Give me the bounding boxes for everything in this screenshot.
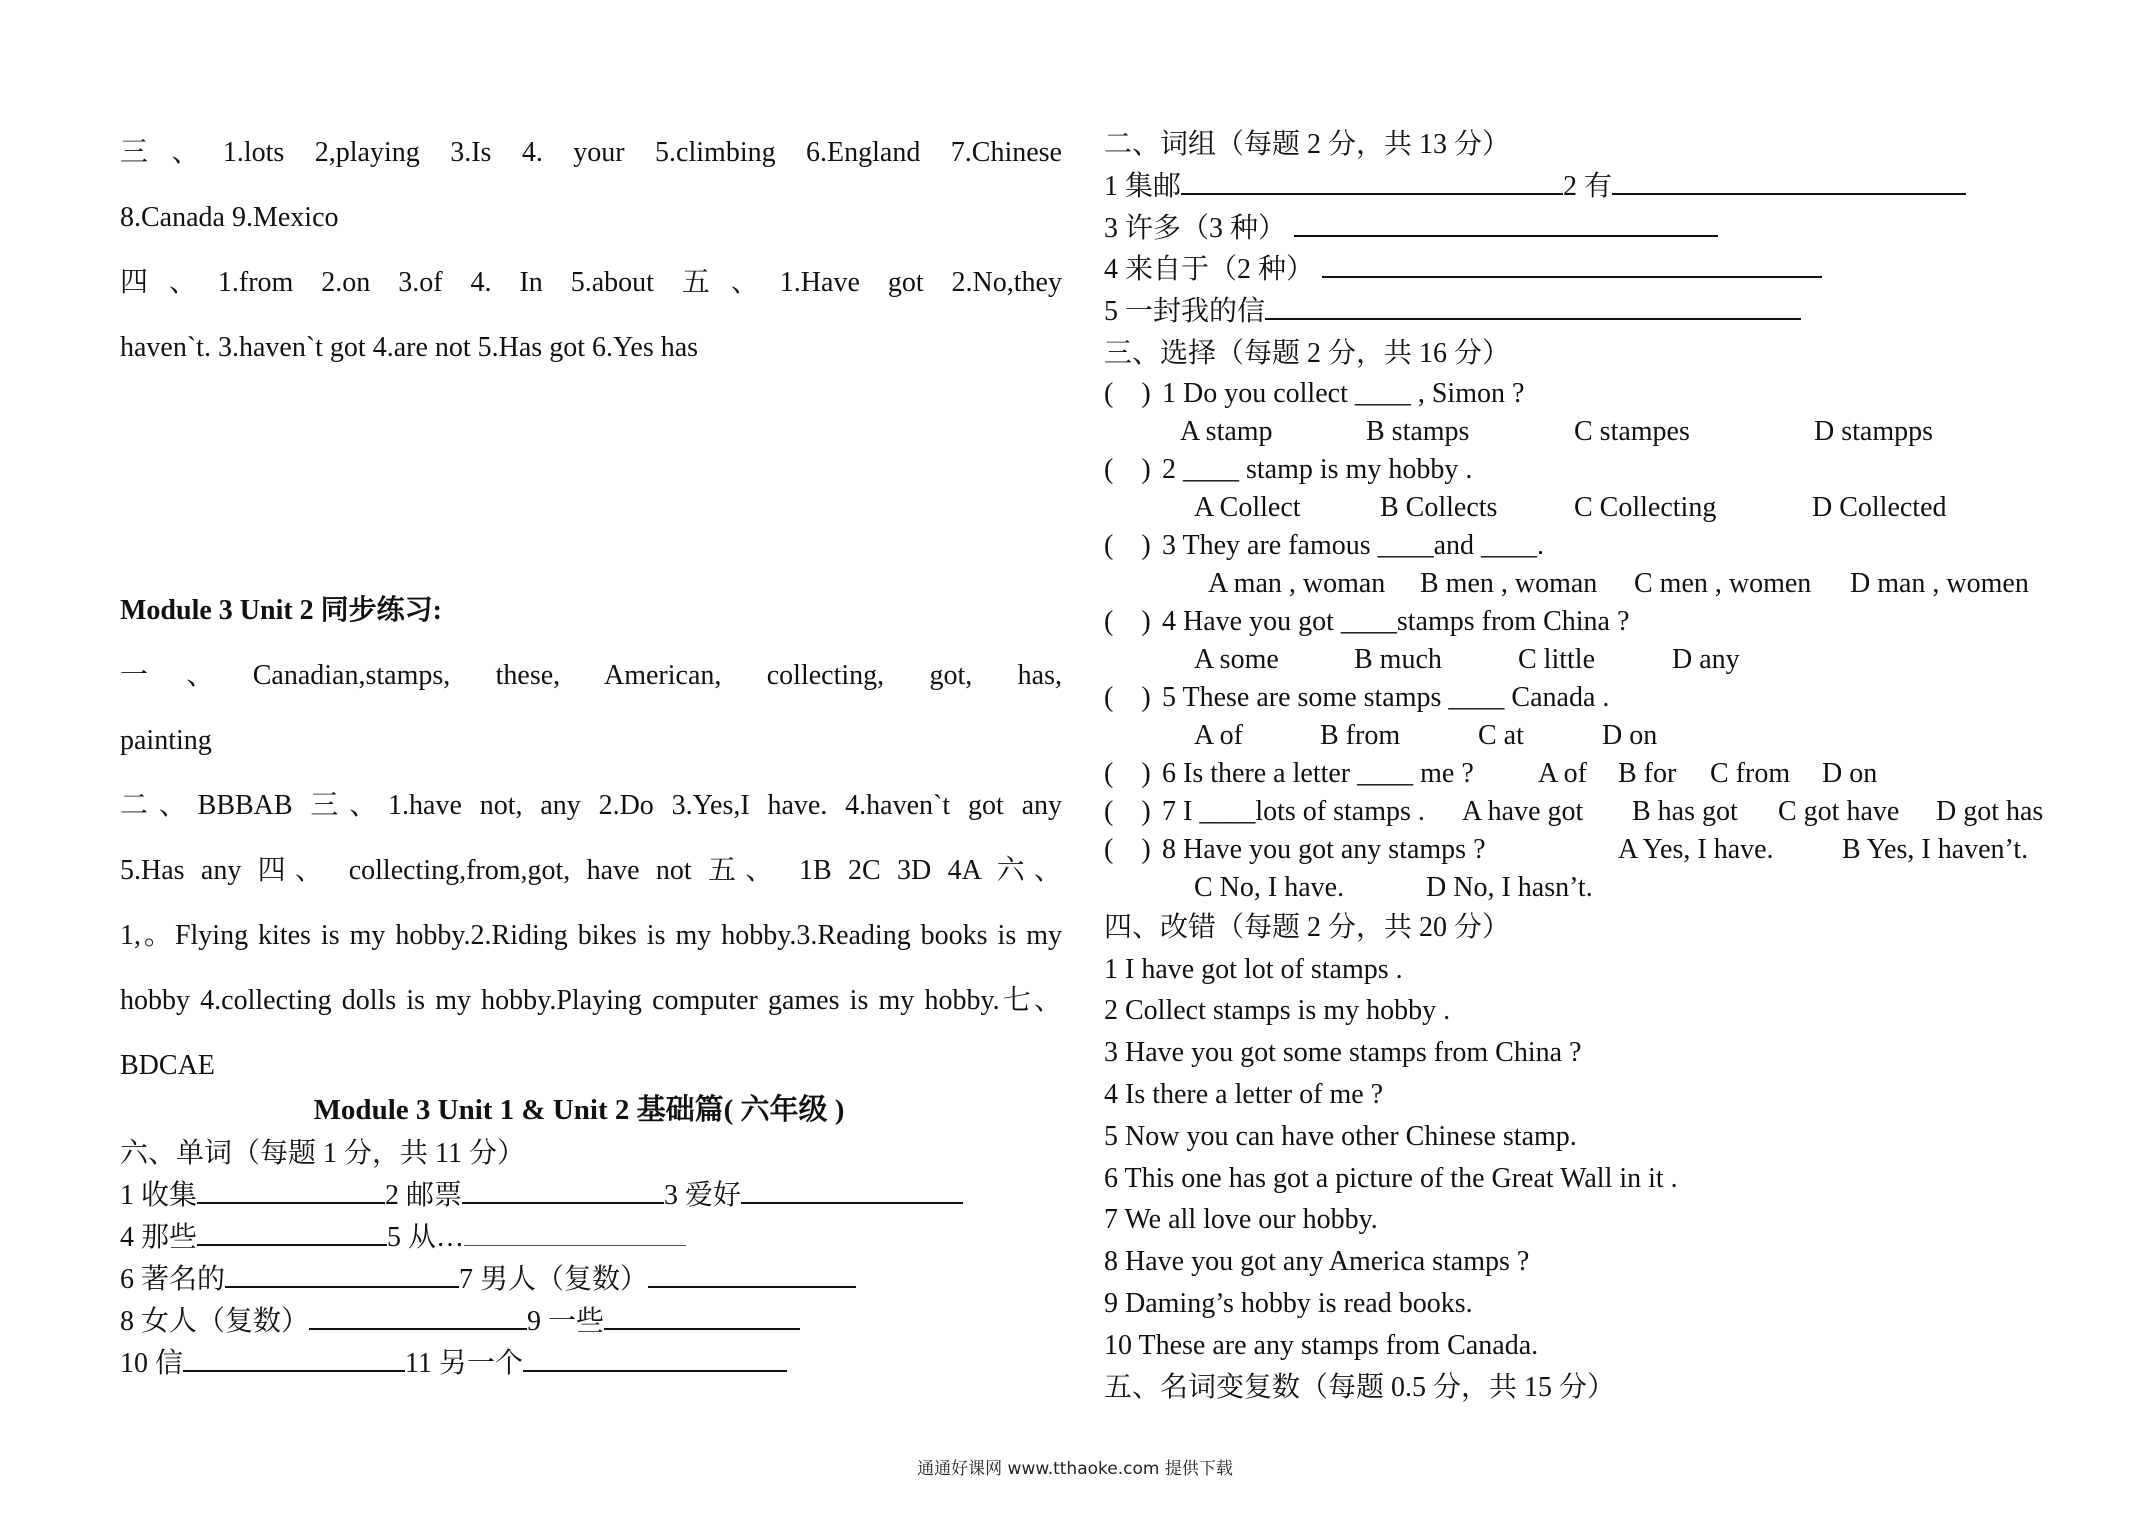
vocab-row bbox=[120, 1217, 1062, 1259]
option[interactable]: B much bbox=[1354, 643, 1442, 675]
option[interactable]: B men , woman bbox=[1420, 567, 1598, 599]
question-row bbox=[1104, 755, 2114, 793]
correction-item: 1 I have got lot of stamps . bbox=[1104, 953, 1403, 985]
options-row bbox=[1104, 641, 2114, 679]
right-column bbox=[1104, 124, 2114, 1408]
answer-blank[interactable] bbox=[1181, 167, 1563, 195]
correction-item: 2 Collect stamps is my hobby . bbox=[1104, 995, 1451, 1027]
phrase-row bbox=[1104, 249, 2114, 291]
answer-blank[interactable] bbox=[1294, 209, 1718, 237]
options-row bbox=[1104, 413, 2114, 451]
option[interactable]: D any bbox=[1672, 643, 1740, 675]
correction-item: 9 Daming’s hobby is read books. bbox=[1104, 1287, 1473, 1319]
option[interactable]: A Yes, I have. bbox=[1618, 833, 1774, 865]
vocab-section bbox=[120, 1133, 1062, 1385]
correction-item: 7 We all love our hobby. bbox=[1104, 1204, 1378, 1236]
question-row bbox=[1104, 793, 2114, 831]
phrase-row bbox=[1104, 208, 2114, 250]
answer-blank[interactable] bbox=[1265, 292, 1801, 320]
phrase-label: 2 有 bbox=[1563, 170, 1613, 202]
module-title: Module 3 Unit 2 同步练习: bbox=[120, 595, 443, 626]
correction-item: 5 Now you can have other Chinese stamp. bbox=[1104, 1120, 1577, 1152]
answer-blank[interactable] bbox=[648, 1260, 856, 1288]
option[interactable]: B has got bbox=[1632, 795, 1738, 827]
question-text: 2 ____ stamp is my hobby . bbox=[1162, 453, 1473, 485]
option[interactable]: B from bbox=[1320, 719, 1401, 751]
option[interactable]: D on bbox=[1602, 719, 1658, 751]
option[interactable]: D Collected bbox=[1812, 491, 1947, 523]
correction-item: 6 This one has got a picture of the Great Wall in it . bbox=[1104, 1162, 1678, 1194]
spacer bbox=[120, 388, 1062, 586]
answer-paren[interactable]: ( ) bbox=[1104, 757, 1151, 789]
options-row bbox=[1104, 717, 2114, 755]
vocab-label: 7 男人（复数） bbox=[459, 1264, 649, 1295]
phrase-row bbox=[1104, 291, 2114, 333]
answer-paren[interactable]: ( ) bbox=[1104, 529, 1151, 561]
answer-line: BDCAE bbox=[120, 1050, 215, 1081]
question-row bbox=[1104, 679, 2114, 717]
answer-blank[interactable] bbox=[225, 1260, 459, 1288]
answer-paren[interactable]: ( ) bbox=[1104, 795, 1151, 827]
answer-blank[interactable] bbox=[309, 1302, 527, 1330]
vocab-label: 6 著名的 bbox=[120, 1264, 226, 1295]
vocab-label: 8 女人（复数） bbox=[120, 1306, 310, 1337]
question-row bbox=[1104, 831, 2114, 869]
section-title: 三、选择（每题 2 分，共 16 分） bbox=[1104, 337, 1511, 369]
correction-item: 3 Have you got some stamps from China ? bbox=[1104, 1037, 1582, 1069]
vocab-label: 11 另一个 bbox=[405, 1348, 523, 1379]
question-text: 8 Have you got any stamps ? bbox=[1162, 833, 1486, 865]
option[interactable]: C from bbox=[1710, 757, 1791, 789]
option[interactable]: D got has bbox=[1936, 795, 2044, 827]
vocab-label: 1 收集 bbox=[120, 1180, 198, 1211]
option[interactable]: C stampes bbox=[1574, 415, 1690, 447]
answer-blank[interactable] bbox=[1612, 167, 1966, 195]
answer-line: 二、BBBAB 三、1.have not, any 2.Do 3.Yes,I have. 4.haven`t got any bbox=[120, 790, 1062, 821]
question-row bbox=[1104, 603, 2114, 641]
answer-line: 四、1.from 2.on 3.of 4. In 5.about 五、1.Have got 2.No,they bbox=[120, 267, 1062, 298]
option[interactable]: C men , women bbox=[1634, 567, 1812, 599]
answer-blank[interactable] bbox=[464, 1219, 686, 1246]
vocab-label: 5 从… bbox=[387, 1222, 465, 1253]
question-text: 5 These are some stamps ____ Canada . bbox=[1162, 681, 1610, 713]
option[interactable]: A man , woman bbox=[1208, 567, 1386, 599]
option[interactable]: A of bbox=[1538, 757, 1587, 789]
answer-blank[interactable] bbox=[741, 1176, 963, 1204]
answer-paren[interactable]: ( ) bbox=[1104, 681, 1151, 713]
answer-blank[interactable] bbox=[197, 1218, 387, 1246]
section-title: 五、名词变复数（每题 0.5 分，共 15 分） bbox=[1104, 1371, 1616, 1403]
footer-credit: 通通好课网 www.tthaoke.com 提供下载 bbox=[917, 1459, 1233, 1479]
option[interactable]: C at bbox=[1478, 719, 1524, 751]
options-row bbox=[1104, 869, 2114, 907]
answer-blank[interactable] bbox=[604, 1302, 800, 1330]
vocab-row bbox=[120, 1301, 1062, 1343]
phrase-row bbox=[1104, 166, 2114, 208]
option[interactable]: A stamp bbox=[1180, 415, 1273, 447]
answer-paren[interactable]: ( ) bbox=[1104, 605, 1151, 637]
answer-line: hobby 4.collecting dolls is my hobby.Playing computer games is my hobby.七、 bbox=[120, 985, 1062, 1016]
option[interactable]: D man , women bbox=[1850, 567, 2029, 599]
section-title: 二、词组（每题 2 分，共 13 分） bbox=[1104, 129, 1511, 160]
answer-paren[interactable]: ( ) bbox=[1104, 453, 1151, 485]
question-text: 3 They are famous ____and ____. bbox=[1162, 529, 1545, 561]
question-row bbox=[1104, 527, 2114, 565]
option[interactable]: C No, I have. bbox=[1194, 871, 1345, 903]
option[interactable]: A have got bbox=[1462, 795, 1584, 827]
option[interactable]: D No, I hasn’t. bbox=[1426, 871, 1593, 903]
phrase-label: 1 集邮 bbox=[1104, 170, 1182, 202]
question-text: 4 Have you got ____stamps from China ? bbox=[1162, 605, 1630, 637]
vocab-row bbox=[120, 1259, 1062, 1301]
correction-item: 8 Have you got any America stamps ? bbox=[1104, 1246, 1530, 1278]
option[interactable]: B Collects bbox=[1380, 491, 1498, 523]
vocab-label: 9 一些 bbox=[527, 1306, 605, 1337]
correction-item: 10 These are any stamps from Canada. bbox=[1104, 1329, 1539, 1361]
answer-paren[interactable]: ( ) bbox=[1104, 833, 1151, 865]
vocab-row bbox=[120, 1175, 1062, 1217]
option[interactable]: B Yes, I haven’t. bbox=[1842, 833, 2029, 865]
question-row bbox=[1104, 451, 2114, 489]
answer-line: 8.Canada 9.Mexico bbox=[120, 202, 339, 233]
left-column bbox=[120, 128, 1062, 1385]
vocab-label: 4 那些 bbox=[120, 1222, 198, 1253]
answer-blank[interactable] bbox=[462, 1176, 664, 1204]
option[interactable]: C Collecting bbox=[1574, 491, 1717, 523]
options-row bbox=[1104, 489, 2114, 527]
phrase-label: 3 许多（3 种） bbox=[1104, 212, 1287, 244]
worksheet-title: Module 3 Unit 1 & Unit 2 基础篇( 六年级 ) bbox=[313, 1094, 845, 1126]
answer-blank[interactable] bbox=[183, 1344, 405, 1372]
vocab-label: 2 邮票 bbox=[385, 1180, 463, 1211]
section-title: 六、单词（每题 1 分，共 11 分） bbox=[120, 1138, 525, 1169]
option[interactable]: A of bbox=[1194, 719, 1243, 751]
option[interactable]: A Collect bbox=[1194, 491, 1301, 523]
vocab-label: 10 信 bbox=[120, 1348, 184, 1379]
question-row bbox=[1104, 375, 2114, 413]
question-text: 7 I ____lots of stamps . bbox=[1162, 795, 1425, 827]
question-text: 6 Is there a letter ____ me ? bbox=[1162, 757, 1474, 789]
vocab-row bbox=[120, 1343, 1062, 1385]
answer-line: 1,。Flying kites is my hobby.2.Riding bikes is my hobby.3.Reading books is my bbox=[120, 920, 1062, 951]
answer-blank[interactable] bbox=[197, 1176, 385, 1204]
option[interactable]: C little bbox=[1518, 643, 1595, 675]
section-title: 四、改错（每题 2 分，共 20 分） bbox=[1104, 911, 1511, 943]
option[interactable]: C got have bbox=[1778, 795, 1900, 827]
phrase-label: 5 一封我的信 bbox=[1104, 296, 1266, 328]
option[interactable]: D stampps bbox=[1814, 415, 1933, 447]
option[interactable]: A some bbox=[1194, 643, 1279, 675]
answer-blank[interactable] bbox=[523, 1344, 787, 1372]
option[interactable]: B for bbox=[1618, 757, 1677, 789]
option[interactable]: B stamps bbox=[1366, 415, 1470, 447]
answer-line: 三、1.lots 2,playing 3.Is 4. your 5.climbing 6.England 7.Chinese bbox=[120, 137, 1062, 168]
answer-line: 5.Has any 四、 collecting,from,got, have not 五、 1B 2C 3D 4A 六、 bbox=[120, 855, 1062, 886]
phrase-label: 4 来自于（2 种） bbox=[1104, 254, 1315, 286]
correction-item: 4 Is there a letter of me ? bbox=[1104, 1078, 1384, 1110]
answer-blank[interactable] bbox=[1322, 250, 1822, 278]
answer-line: painting bbox=[120, 725, 212, 756]
option[interactable]: D on bbox=[1822, 757, 1878, 789]
question-text: 1 Do you collect ____ , Simon ? bbox=[1162, 377, 1525, 409]
options-row bbox=[1104, 565, 2114, 603]
answer-paren[interactable]: ( ) bbox=[1104, 377, 1151, 409]
vocab-label: 3 爱好 bbox=[664, 1180, 742, 1211]
answer-line: haven`t. 3.haven`t got 4.are not 5.Has got 6.Yes has bbox=[120, 332, 699, 363]
answer-line: 一、Canadian,stamps, these, American, collecting, got, has, bbox=[120, 660, 1062, 691]
